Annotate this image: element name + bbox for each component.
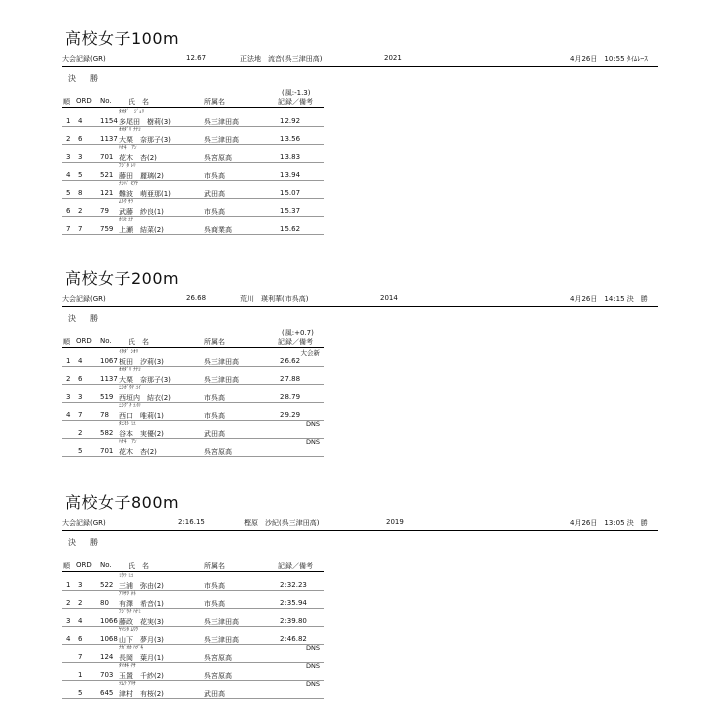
athlete-name-cell: 大栗 奈那子(3) [119,376,171,384]
bib-number-cell: 521 [100,171,114,179]
athlete-kana: ﾌｼﾞｳﾁ ﾊﾅﾐ [119,609,141,615]
athlete-name-cell: 藤政 花実(3) [119,618,164,626]
athlete-name-cell: 上瀬 結菜(2) [119,226,164,234]
athlete-name-cell: 花木 杏(2) [119,448,157,456]
meet-record [62,294,658,306]
remark-cell: DNS [306,644,320,652]
table-row [62,348,324,367]
header-record: 記録／備考 [278,338,313,346]
ord-cell: 2 [78,599,83,607]
athlete-kana: ﾀﾆﾓﾄ ﾐﾕ [119,421,136,427]
header-affiliation: 所属名 [204,98,225,106]
bib-number-cell: 1066 [100,617,118,625]
record-cell: 26.62 [280,357,301,365]
header-no: No. [100,337,112,345]
bib-number-cell: 78 [100,411,109,419]
header-no: No. [100,97,112,105]
athlete-name-cell: 谷本 実優(2) [119,430,164,438]
remark-cell: DNS [306,662,320,670]
wind-reading: (風:+0.7) [282,329,314,337]
header-rank: 順 [63,562,70,570]
affiliation-cell: 呉宮原高 [204,654,232,662]
record-holder: 正法地 流音(呉三津田高) [240,55,323,63]
table-row [62,662,324,681]
record-cell: 2:35.94 [280,599,307,607]
athlete-name-cell: 難波 萌亜那(1) [119,190,171,198]
record-holder: 樫原 沙紀(呉三津田高) [244,519,320,527]
bib-number-cell: 701 [100,447,114,455]
record-cell: 13.83 [280,153,301,161]
header-affiliation: 所属名 [204,562,225,570]
event-title: 高校女子100m [65,29,180,48]
table-row [62,590,324,609]
athlete-kana: ｶﾐｾ ﾕﾅ [119,217,134,223]
remark-cell: DNS [306,420,320,428]
affiliation-cell: 呉三津田高 [204,636,239,644]
athlete-name-cell: 西垣内 結衣(2) [119,394,171,402]
ord-cell: 7 [78,225,83,233]
athlete-name-cell: 多尾田 樹莉(3) [119,118,171,126]
bib-number-cell: 703 [100,671,114,679]
ord-cell: 8 [78,189,83,197]
rank-cell: 3 [66,617,71,625]
meet-record [62,518,658,530]
table-row [62,572,324,591]
affiliation-cell: 呉三津田高 [204,118,239,126]
bib-number-cell: 759 [100,225,114,233]
event-date-time: 4月26日 14:15 決 勝 [570,295,648,303]
rank-cell: 3 [66,153,71,161]
table-row [62,438,324,457]
event-date-time: 4月26日 10:55 ﾀｲﾑﾚｰｽ [570,55,648,63]
affiliation-cell: 呉三津田高 [204,358,239,366]
rank-cell: 2 [66,135,71,143]
ord-cell: 5 [78,689,83,697]
round-label: 決 勝 [68,314,101,323]
athlete-kana: ﾆｼｶﾞｳﾁ ﾕｲ [119,385,141,391]
event-title: 高校女子200m [65,269,180,288]
record-divider [62,530,658,531]
ord-cell: 7 [78,411,83,419]
athlete-name-cell: 板田 汐莉(3) [119,358,164,366]
affiliation-cell: 呉宮原高 [204,672,232,680]
record-divider [62,66,658,67]
athlete-kana: ﾊﾅｷ ｱﾝ [119,439,137,445]
athlete-kana: ﾂﾑﾗ ｱﾘｻ [119,681,136,687]
athlete-name-cell: 花木 杏(2) [119,154,157,162]
affiliation-cell: 市呉高 [204,412,225,420]
record-cell: 2:32.23 [280,581,307,589]
bib-number-cell: 1137 [100,135,118,143]
round-label: 決 勝 [68,538,101,547]
remark-cell: DNS [306,438,320,446]
bib-number-cell: 1067 [100,357,118,365]
ord-cell: 3 [78,581,83,589]
record-cell: 27.88 [280,375,301,383]
athlete-kana: ｵｵﾀﾞﾘ ﾅﾅｺ [119,127,141,133]
ord-cell: 3 [78,153,83,161]
record-cell: 2:46.82 [280,635,307,643]
table-row [62,626,324,645]
ord-cell: 4 [78,357,83,365]
bib-number-cell: 1154 [100,117,118,125]
meet-record [62,54,658,66]
athlete-kana: ﾆｼｸﾞﾁ ﾕｲﾘ [119,403,141,409]
athlete-kana: ｲﾀﾀﾞ ｼｵﾘ [119,349,139,355]
bib-number-cell: 522 [100,581,114,589]
record-cell: 13.56 [280,135,301,143]
record-time: 2:16.15 [178,518,205,526]
table-row [62,162,324,181]
table-row [62,608,324,627]
ord-cell: 7 [78,653,83,661]
affiliation-cell: 市呉高 [204,172,225,180]
event-date-time: 4月26日 13:05 決 勝 [570,519,648,527]
record-year: 2021 [384,54,402,62]
record-time: 12.67 [186,54,207,62]
header-name: 氏 名 [128,98,149,106]
table-row [62,126,324,145]
record-year: 2014 [380,294,398,302]
header-name: 氏 名 [128,562,149,570]
ord-cell: 4 [78,617,83,625]
table-row [62,680,324,699]
ord-cell: 5 [78,447,83,455]
record-cell: 15.62 [280,225,301,233]
bib-number-cell: 124 [100,653,114,661]
athlete-kana: ﾅｶﾞｵｶ ﾊﾂﾞｷ [119,645,144,651]
record-label: 大会記録(GR) [62,55,106,63]
ord-cell: 4 [78,117,83,125]
rank-cell: 6 [66,207,71,215]
affiliation-cell: 呉商業高 [204,226,232,234]
affiliation-cell: 市呉高 [204,208,225,216]
header-no: No. [100,561,112,569]
header-ord: ORD [76,561,92,569]
bib-number-cell: 1068 [100,635,118,643]
affiliation-cell: 呉三津田高 [204,136,239,144]
affiliation-cell: 武田高 [204,430,225,438]
affiliation-cell: 呉三津田高 [204,618,239,626]
athlete-name-cell: 玉置 千紗(2) [119,672,164,680]
rank-cell: 1 [66,357,71,365]
ord-cell: 3 [78,393,83,401]
athlete-kana: ﾐｳﾗ ﾐﾕ [119,573,134,579]
rank-cell: 3 [66,393,71,401]
athlete-kana: ﾅﾝﾊﾞ ﾓｱﾅ [119,181,139,187]
record-time: 26.68 [186,294,207,302]
header-record: 記録／備考 [278,98,313,106]
ord-cell: 6 [78,635,83,643]
header-rank: 順 [63,98,70,106]
record-cell: 28.79 [280,393,301,401]
athlete-kana: ﾑﾄｳ ｻﾗ [119,199,134,205]
remark-cell: 大会新 [300,349,320,357]
athlete-name-cell: 武藤 紗良(1) [119,208,164,216]
record-cell: 29.29 [280,411,301,419]
rank-cell: 4 [66,411,71,419]
rank-cell: 2 [66,599,71,607]
record-label: 大会記録(GR) [62,519,106,527]
athlete-kana: ﾌｼﾞﾀ ﾚﾘ [119,163,136,169]
header-ord: ORD [76,97,92,105]
record-label: 大会記録(GR) [62,295,106,303]
athlete-name-cell: 西口 唯莉(1) [119,412,164,420]
table-row [62,198,324,217]
affiliation-cell: 武田高 [204,190,225,198]
record-holder: 荒川 瑛利華(市呉高) [240,295,309,303]
record-cell: 13.94 [280,171,301,179]
table-row [62,108,324,127]
affiliation-cell: 市呉高 [204,600,225,608]
athlete-kana: ﾔﾏｼﾀ ﾑﾜｸ [119,627,139,633]
table-row [62,402,324,421]
ord-cell: 2 [78,429,83,437]
athlete-kana: ﾀｵﾀﾞ ｼﾞｭﾘ [119,109,145,115]
affiliation-cell: 呉宮原高 [204,448,232,456]
record-year: 2019 [386,518,404,526]
table-row [62,420,324,439]
header-affiliation: 所属名 [204,338,225,346]
affiliation-cell: 武田高 [204,690,225,698]
ord-cell: 1 [78,671,83,679]
rank-cell: 1 [66,581,71,589]
record-cell: 12.92 [280,117,301,125]
bib-number-cell: 79 [100,207,109,215]
bib-number-cell: 1137 [100,375,118,383]
athlete-kana: ﾀﾏｵｷ ﾁｻ [119,663,136,669]
rank-cell: 4 [66,635,71,643]
athlete-name-cell: 藤田 麗璃(2) [119,172,164,180]
rank-cell: 4 [66,171,71,179]
remark-cell: DNS [306,680,320,688]
ord-cell: 2 [78,207,83,215]
table-row [62,384,324,403]
affiliation-cell: 呉三津田高 [204,376,239,384]
athlete-kana: ﾊﾅｷ ｱﾝ [119,145,137,151]
header-record: 記録／備考 [278,562,313,570]
record-divider [62,306,658,307]
round-label: 決 勝 [68,74,101,83]
table-row [62,144,324,163]
rank-cell: 7 [66,225,71,233]
table-row [62,180,324,199]
ord-cell: 6 [78,135,83,143]
table-row [62,216,324,235]
rank-cell: 1 [66,117,71,125]
table-row [62,644,324,663]
athlete-kana: ｱﾘｻﾜ ﾈﾈ [119,591,136,597]
athlete-name-cell: 大栗 奈那子(3) [119,136,171,144]
bib-number-cell: 701 [100,153,114,161]
header-ord: ORD [76,337,92,345]
event-title: 高校女子800m [65,493,180,512]
header-rank: 順 [63,338,70,346]
affiliation-cell: 市呉高 [204,582,225,590]
rank-cell: 5 [66,189,71,197]
bib-number-cell: 80 [100,599,109,607]
bib-number-cell: 121 [100,189,114,197]
table-row [62,366,324,385]
bib-number-cell: 582 [100,429,114,437]
header-name: 氏 名 [128,338,149,346]
record-cell: 15.07 [280,189,301,197]
ord-cell: 6 [78,375,83,383]
ord-cell: 5 [78,171,83,179]
athlete-name-cell: 三浦 弥由(2) [119,582,164,590]
wind-reading: (風:-1.3) [282,89,311,97]
athlete-kana: ｵｵﾀﾞﾘ ﾅﾅｺ [119,367,141,373]
athlete-name-cell: 長岡 葉月(1) [119,654,164,662]
athlete-name-cell: 有澤 希音(1) [119,600,164,608]
athlete-name-cell: 山下 夢月(3) [119,636,164,644]
affiliation-cell: 呉宮原高 [204,154,232,162]
record-cell: 15.37 [280,207,301,215]
record-cell: 2:39.80 [280,617,307,625]
athlete-name-cell: 津村 有桜(2) [119,690,164,698]
bib-number-cell: 645 [100,689,114,697]
bib-number-cell: 519 [100,393,114,401]
affiliation-cell: 市呉高 [204,394,225,402]
rank-cell: 2 [66,375,71,383]
